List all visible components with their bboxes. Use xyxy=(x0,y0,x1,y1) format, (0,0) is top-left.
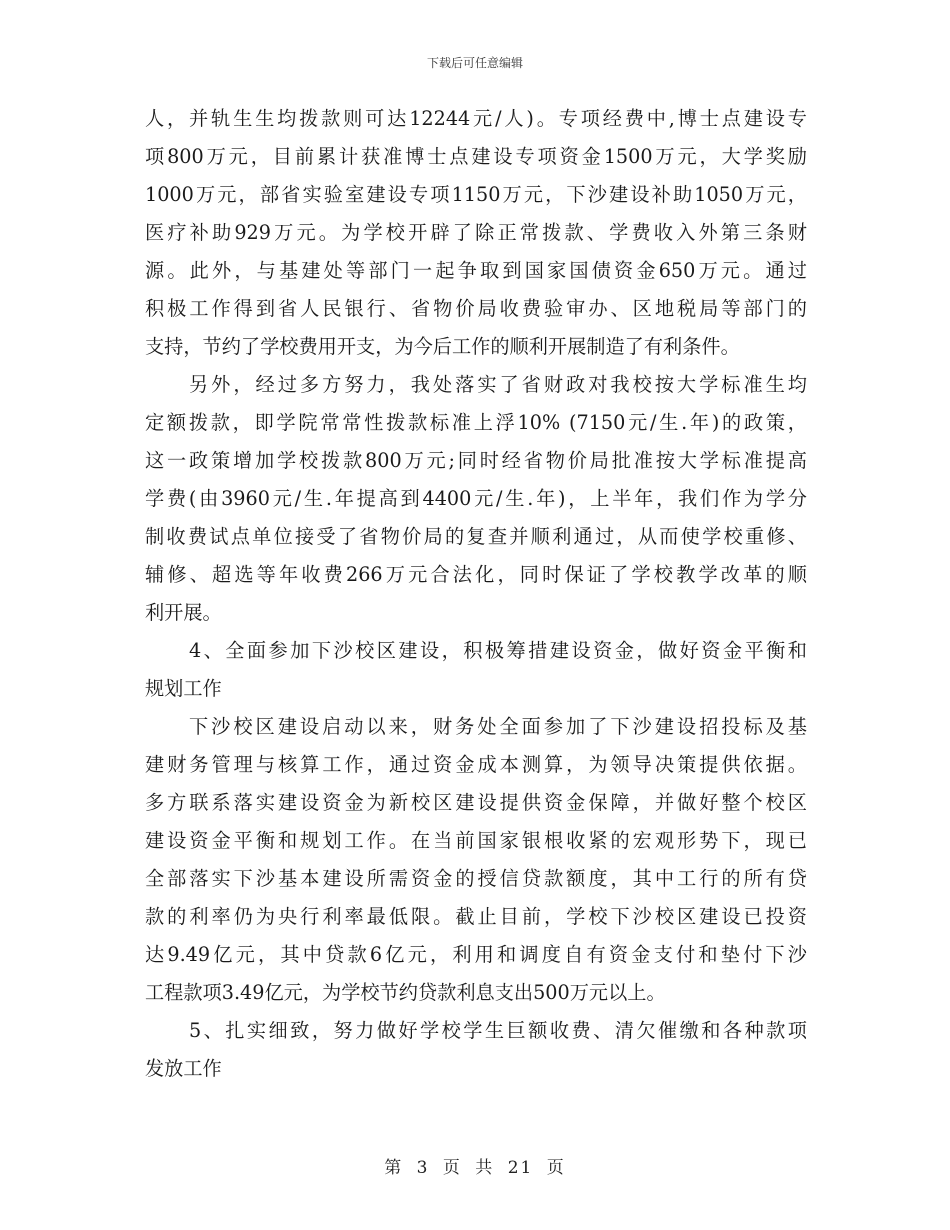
text-line: 全部落实下沙基本建设所需资金的授信贷款额度，其中工行的所有贷 xyxy=(145,867,807,890)
section-heading: 规划工作 xyxy=(145,677,222,700)
text-line: 项800万元，目前累计获准博士点建设专项资金1500万元，大学奖励 xyxy=(145,145,807,168)
text-line: 人，并轨生生均拨款则可达12244元/人)。专项经费中,博士点建设专 xyxy=(145,107,807,130)
text-line: 多方联系落实建设资金为新校区建设提供资金保障，并做好整个校区 xyxy=(145,791,807,814)
text-line: 源。此外，与基建处等部门一起争取到国家国债资金650万元。通过 xyxy=(145,259,807,282)
page-number: 第 3 页 共 21 页 xyxy=(384,1158,566,1178)
text-line: 达9.49亿元，其中贷款6亿元，利用和调度自有资金支付和垫付下沙 xyxy=(145,943,807,966)
text-line: 辅修、超选等年收费266万元合法化，同时保证了学校教学改革的顺 xyxy=(145,563,807,586)
text-line: 这一政策增加学校拨款800万元;同时经省物价局批准按大学标准提高 xyxy=(145,449,807,472)
text-line: 制收费试点单位接受了省物价局的复查并顺利通过，从而使学校重修、 xyxy=(145,525,807,548)
text-line: 建财务管理与核算工作，通过资金成本测算，为领导决策提供依据。 xyxy=(145,753,807,776)
text-line: 建设资金平衡和规划工作。在当前国家银根收紧的宏观形势下，现已 xyxy=(145,829,807,852)
text-line: 积极工作得到省人民银行、省物价局收费验审办、区地税局等部门的 xyxy=(145,297,807,320)
text-line: 支持，节约了学校费用开支，为今后工作的顺利开展制造了有利条件。 xyxy=(145,335,740,358)
text-line: 学费(由3960元/生.年提高到4400元/生.年)，上半年，我们作为学分 xyxy=(145,487,807,510)
text-line: 定额拨款，即学院常常性拨款标准上浮10% (7150元/生.年)的政策， xyxy=(145,411,807,434)
text-line: 款的利率仍为央行利率最低限。截止目前，学校下沙校区建设已投资 xyxy=(145,905,807,928)
section-heading: 5、扎实细致，努力做好学校学生巨额收费、清欠催缴和各种款项 xyxy=(189,1019,807,1042)
text-line: 工程款项3.49亿元，为学校节约贷款利息支出500万元以上。 xyxy=(145,981,666,1004)
text-line: 另外，经过多方努力，我处落实了省财政对我校按大学标准生均 xyxy=(189,373,807,396)
section-heading: 发放工作 xyxy=(145,1057,222,1080)
text-line: 1000万元，部省实验室建设专项1150万元，下沙建设补助1050万元， xyxy=(145,183,807,206)
page-header-note: 下载后可任意编辑 xyxy=(426,56,523,70)
document-body xyxy=(145,100,807,1088)
text-line: 利开展。 xyxy=(145,601,222,624)
text-line: 医疗补助929万元。为学校开辟了除正常拨款、学费收入外第三条财 xyxy=(145,221,807,244)
section-heading: 4、全面参加下沙校区建设，积极筹措建设资金，做好资金平衡和 xyxy=(189,639,807,662)
text-line: 下沙校区建设启动以来，财务处全面参加了下沙建设招投标及基 xyxy=(189,715,807,738)
